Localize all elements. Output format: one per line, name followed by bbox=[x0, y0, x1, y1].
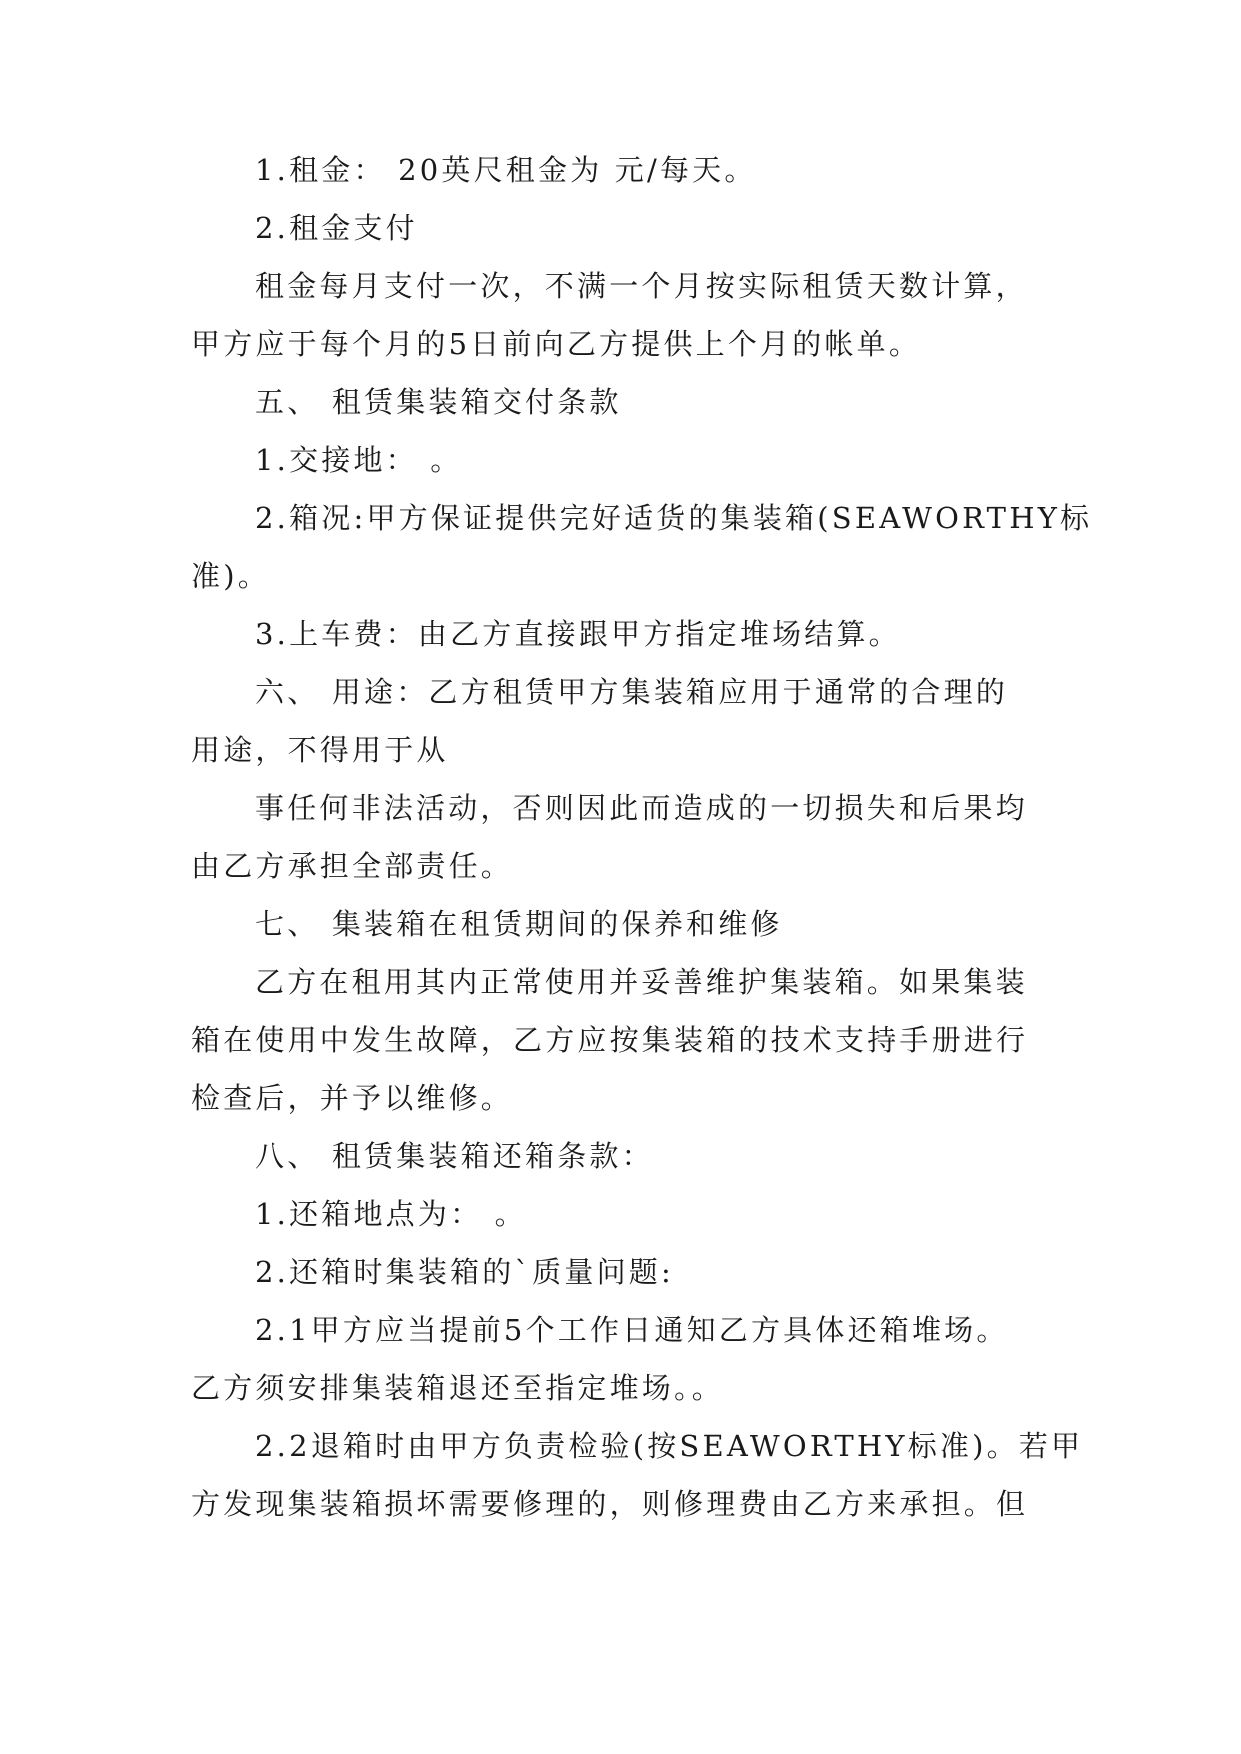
section-6-line-1: 六、 用途：乙方租赁甲方集装箱应用于通常的合理的 bbox=[255, 675, 1009, 709]
loading-fee-line: 3.上车费：由乙方直接跟甲方指定堆场结算。 bbox=[255, 617, 901, 651]
clause-2-2-line-2: 方发现集装箱损坏需要修理的，则修理费由乙方来承担。但 bbox=[191, 1487, 1029, 1521]
handover-location-line: 1.交接地： 。 bbox=[255, 443, 463, 477]
rent-payment-text-2: 甲方应于每个月的5日前向乙方提供上个月的帐单。 bbox=[191, 327, 922, 361]
section-6-line-4: 由乙方承担全部责任。 bbox=[191, 849, 514, 883]
section-7-heading: 七、 集装箱在租赁期间的保养和维修 bbox=[255, 907, 783, 941]
maintenance-text-2: 箱在使用中发生故障，乙方应按集装箱的技术支持手册进行 bbox=[191, 1023, 1029, 1057]
return-location-line: 1.还箱地点为： 。 bbox=[255, 1197, 527, 1231]
clause-2-1-line-2: 乙方须安排集装箱退还至指定堆场。。 bbox=[191, 1371, 724, 1405]
container-condition-line-1: 2.箱况:甲方保证提供完好适货的集装箱(SEAWORTHY标 bbox=[255, 501, 1093, 535]
clause-2-1-line-1: 2.1甲方应当提前5个工作日通知乙方具体还箱堆场。 bbox=[255, 1313, 1009, 1347]
rent-payment-text-1: 租金每月支付一次，不满一个月按实际租赁天数计算， bbox=[255, 269, 1028, 303]
section-6-line-3: 事任何非法活动，否则因此而造成的一切损失和后果均 bbox=[255, 791, 1028, 825]
section-6-line-2: 用途，不得用于从 bbox=[191, 733, 449, 767]
return-quality-heading: 2.还箱时集装箱的`质量问题: bbox=[255, 1255, 674, 1289]
rent-payment-heading: 2.租金支付 bbox=[255, 211, 418, 245]
rent-rate-line: 1.租金： 20英尺租金为 元/每天。 bbox=[255, 153, 757, 187]
clause-2-2-line-1: 2.2退箱时由甲方负责检验(按SEAWORTHY标准)。若甲 bbox=[255, 1429, 1084, 1463]
maintenance-text-1: 乙方在租用其内正常使用并妥善维护集装箱。如果集装 bbox=[255, 965, 1028, 999]
maintenance-text-3: 检查后，并予以维修。 bbox=[191, 1081, 514, 1115]
container-condition-line-2: 准)。 bbox=[191, 559, 270, 593]
section-8-heading: 八、 租赁集装箱还箱条款： bbox=[255, 1139, 654, 1173]
section-5-heading: 五、 租赁集装箱交付条款 bbox=[255, 385, 622, 419]
